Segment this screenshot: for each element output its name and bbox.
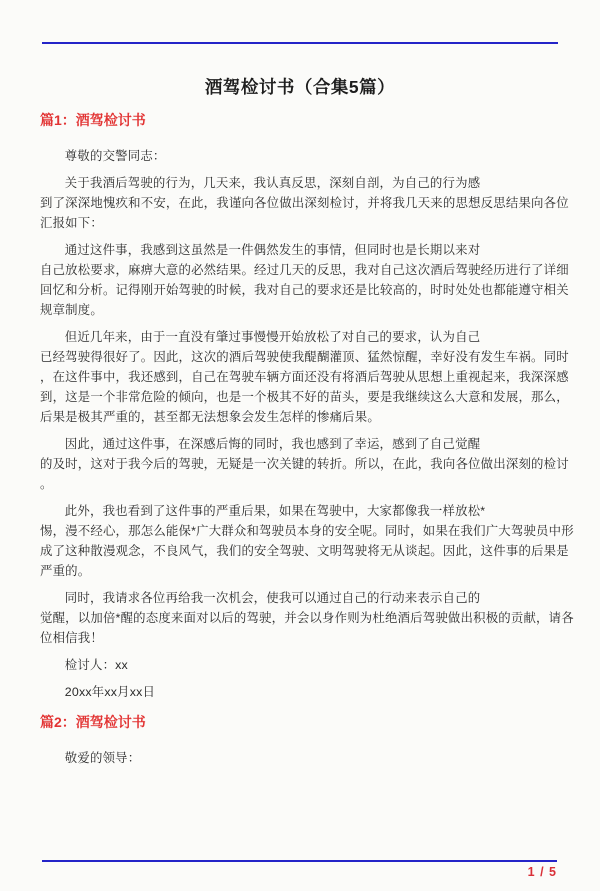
top-divider xyxy=(42,42,558,44)
text-line: 的及时，这对于我今后的驾驶，无疑是一次关键的转折。所以，在此，我向各位做出深刻的检讨 xyxy=(40,457,569,471)
document-title: 酒驾检讨书（合集5篇） xyxy=(204,77,396,97)
text-line: 严重的。 xyxy=(40,564,91,578)
paragraph xyxy=(40,173,569,233)
paragraph xyxy=(40,682,560,702)
text-line: 规章制度。 xyxy=(40,303,103,317)
text-line: 到，这是一个非常危险的倾向，也是一个极其不好的苗头，要是我继续这么大意和发展，那么， xyxy=(40,390,569,404)
text-line: 觉醒，以加倍*醒的态度来面对以后的驾驶，并会以身作则为杜绝酒后驾驶做出积极的贡献，请各 xyxy=(40,611,574,625)
page-footer xyxy=(42,860,557,891)
text-line: 成了这种散漫观念，不良风气，我们的安全驾驶、文明驾驶将无从谈起。因此，这件事的后果是 xyxy=(40,544,569,558)
text-line: 位相信我！ xyxy=(40,631,103,645)
text-line: 此外，我也看到了这件事的严重后果，如果在驾驶中，大家都像我一样放松* xyxy=(64,504,486,518)
text-line: 20xx年xx月xx日 xyxy=(64,685,156,699)
section-heading-2: 篇2：酒驾检讨书 xyxy=(40,714,146,730)
document-page xyxy=(0,42,600,891)
text-line: 检讨人：xx xyxy=(64,658,128,672)
paragraph xyxy=(40,327,569,427)
paragraph xyxy=(40,146,560,166)
text-line: 后果是极其严重的，甚至都无法想象会发生怎样的惨痛后果。 xyxy=(40,410,380,424)
text-line: ，在这件事中，我还感到，自己在驾驶车辆方面还没有将酒后驾驶从思想上重视起来，我深深感 xyxy=(40,370,569,384)
paragraph xyxy=(40,655,560,675)
text-line: 但近几年来，由于一直没有肇过事慢慢开始放松了对自己的要求，认为自己 xyxy=(64,330,481,344)
paragraph xyxy=(40,434,569,494)
text-line: 已经驾驶得很好了。因此，这次的酒后驾驶使我醍醐灌顶、猛然惊醒，幸好没有发生车祸。同时 xyxy=(40,350,569,364)
text-line: 尊敬的交警同志： xyxy=(64,149,166,163)
text-line: 关于我酒后驾驶的行为，几天来，我认真反思，深刻自剖，为自己的行为感 xyxy=(64,176,481,190)
page-number: 1 / 5 xyxy=(527,865,557,879)
text-line: 到了深深地愧疚和不安，在此，我谨向各位做出深刻检讨，并将我几天来的思想反思结果向各位 xyxy=(40,196,569,210)
paragraph xyxy=(40,748,560,768)
paragraph xyxy=(40,588,574,648)
text-line: 通过这件事，我感到这虽然是一件偶然发生的事情，但同时也是长期以来对 xyxy=(64,243,481,257)
document-body xyxy=(40,110,574,768)
text-line: 。 xyxy=(40,477,53,491)
paragraph xyxy=(40,501,574,581)
text-line: 回忆和分析。记得刚开始驾驶的时候，我对自己的要求还是比较高的，时时处处也都能遵守相关 xyxy=(40,283,569,297)
text-line: 汇报如下： xyxy=(40,216,103,230)
text-line: 敬爱的领导： xyxy=(64,751,141,765)
text-line: 同时，我请求各位再给我一次机会，使我可以通过自己的行动来表示自己的 xyxy=(64,591,481,605)
paragraph xyxy=(40,240,569,320)
text-line: 惕，漫不经心，那怎么能保*广大群众和驾驶员本身的安全呢。同时，如果在我们广大驾驶员中形 xyxy=(40,524,574,538)
text-line: 因此，通过这件事，在深感后悔的同时，我也感到了幸运，感到了自己觉醒 xyxy=(64,437,481,451)
bottom-divider xyxy=(42,860,557,862)
text-line: 自己放松要求，麻痹大意的必然结果。经过几天的反思，我对自己这次酒后驾驶经历进行了详细 xyxy=(40,263,569,277)
section-heading-1: 篇1：酒驾检讨书 xyxy=(40,112,146,128)
